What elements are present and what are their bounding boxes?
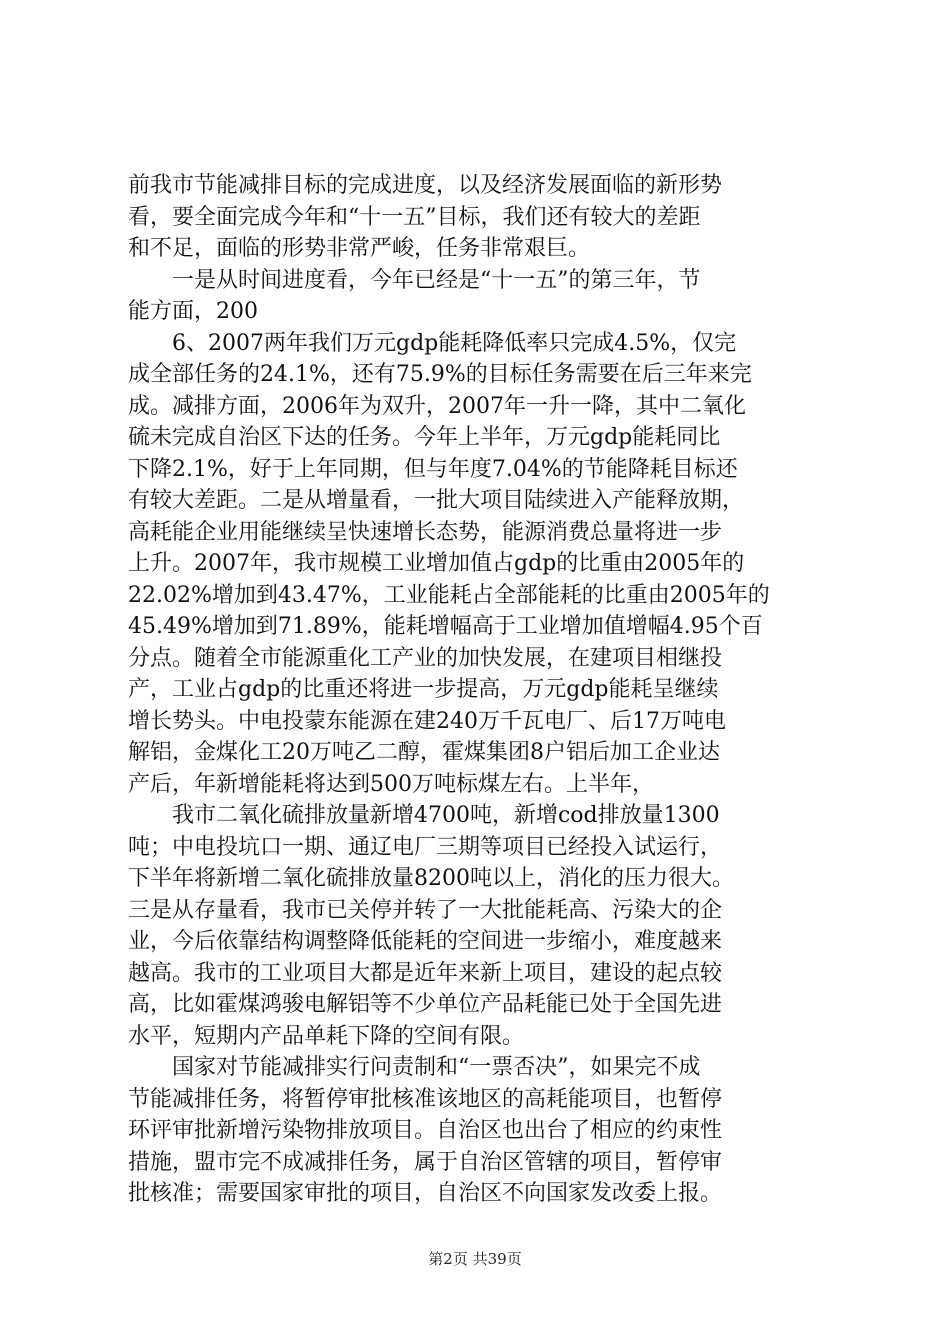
text-line: 三是从存量看，我市已关停并转了一大批能耗高、污染大的企 (128, 897, 723, 923)
text-line: 产后，年新增能耗将达到500万吨标煤左右。上半年， (128, 771, 654, 797)
text-line: 高，比如霍煤鸿骏电解铝等不少单位产品耗能已处于全国先进 (128, 992, 723, 1017)
text-line: 上升。2007年，我市规模工业增加值占gdp的比重由2005年的 (128, 551, 745, 576)
text-line: 成。减排方面，2006年为双升，2007年一升一降，其中二氧化 (128, 393, 746, 419)
text-line: 批核准；需要国家审批的项目，自治区不向国家发改委上报。 (128, 1181, 723, 1206)
text-line: 措施，盟市完不成减排任务，属于自治区管辖的项目，暂停审 (128, 1149, 723, 1175)
text-line: 能方面，200 (128, 299, 258, 324)
text-line: 分点。随着全市能源重化工产业的加快发展，在建项目相继投 (128, 645, 723, 671)
text-line: 业，今后依靠结构调整降低能耗的空间进一步缩小，难度越来 (128, 929, 723, 954)
paragraph (128, 328, 838, 801)
text-line: 环评审批新增污染物排放项目。自治区也出台了相应的约束性 (128, 1118, 723, 1143)
text-line: 和不足，面临的形势非常严峻，任务非常艰巨。 (128, 236, 591, 261)
paragraph (128, 1052, 838, 1210)
text-line: 我市二氧化硫排放量新增4700吨，新增cod排放量1300 (128, 803, 720, 828)
text-line: 硫未完成自治区下达的任务。今年上半年，万元gdp能耗同比 (128, 425, 721, 450)
text-line: 增长势头。中电投蒙东能源在建240万千瓦电厂、后17万吨电 (128, 708, 726, 734)
text-line: 国家对节能减排实行问责制和“一票否决”，如果完不成 (128, 1055, 701, 1080)
text-line: 前我市节能减排目标的完成进度，以及经济发展面临的新形势 (128, 173, 723, 198)
text-line: 高耗能企业用能继续呈快速增长态势，能源消费总量将进一步 (128, 519, 723, 545)
page-footer: 第2页 共39页 (428, 1250, 522, 1268)
text-line: 看，要全面完成今年和“十一五”目标，我们还有较大的差距 (128, 204, 701, 230)
paragraph (128, 265, 838, 328)
body-text (128, 170, 838, 1210)
text-line: 22.02%增加到43.47%，工业能耗占全部能耗的比重由2005年的 (128, 582, 770, 608)
text-line: 成全部任务的24.1%，还有75.9%的目标任务需要在后三年来完 (128, 362, 752, 387)
paragraph (128, 800, 838, 1052)
text-line: 水平，短期内产品单耗下降的空间有限。 (128, 1023, 525, 1049)
text-line: 一是从时间进度看，今年已经是“十一五”的第三年，节 (128, 267, 701, 293)
text-line: 45.49%增加到71.89%，能耗增幅高于工业增加值增幅4.95个百 (128, 614, 763, 639)
paragraph (128, 170, 838, 265)
text-line: 吨；中电投坑口一期、通辽电厂三期等项目已经投入试运行， (128, 834, 723, 860)
text-line: 解铝，金煤化工20万吨乙二醇，霍煤集团8户铝后加工企业达 (128, 740, 720, 765)
text-line: 越高。我市的工业项目大都是近年来新上项目，建设的起点较 (128, 960, 723, 986)
text-line: 下半年将新增二氧化硫排放量8200吨以上，消化的压力很大。 (128, 866, 734, 891)
text-line: 下降2.1%，好于上年同期，但与年度7.04%的节能降耗目标还 (128, 456, 738, 482)
text-line: 有较大差距。二是从增量看，一批大项目陆续进入产能释放期， (128, 488, 745, 513)
text-line: 节能减排任务，将暂停审批核准该地区的高耗能项目，也暂停 (128, 1086, 723, 1112)
text-line: 6、2007两年我们万元gdp能耗降低率只完成4.5%，仅完 (128, 330, 737, 356)
text-line: 产，工业占gdp的比重还将进一步提高，万元gdp能耗呈继续 (128, 677, 719, 702)
